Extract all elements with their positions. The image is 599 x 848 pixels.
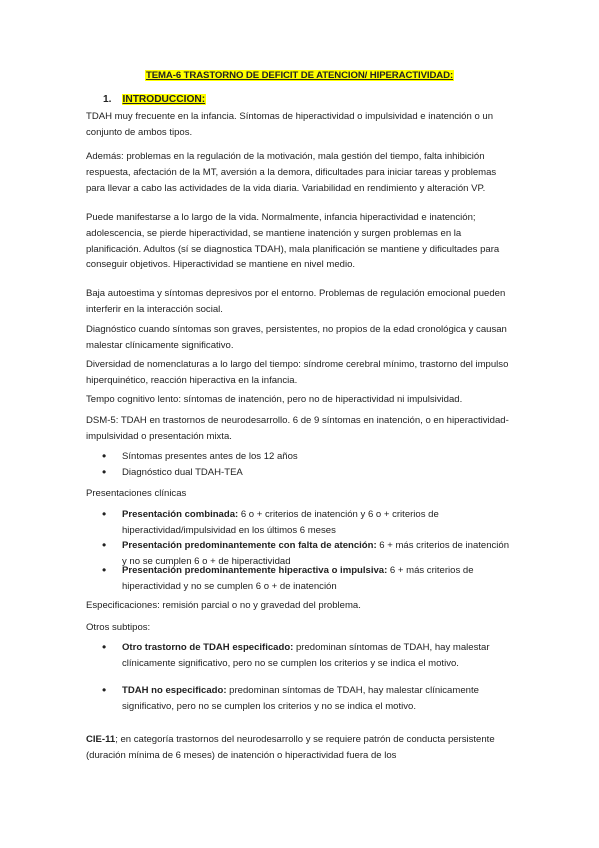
- list-item-term: Presentación combinada:: [122, 509, 239, 520]
- section-title: INTRODUCCION:: [122, 94, 206, 105]
- list-item: [102, 683, 516, 715]
- paragraph-manifestarse: Puede manifestarse a lo largo de la vida. Normalmente, infancia hiperactividad e inatención; adolescencia, se pierde hiperactividad, se mantiene inatención y surgen problemas en la planificación. Adultos (sí se diagnostica TDAH), mala planificación se mantiene y dificultades para conseguir objetivos. Hiperactividad se mantiene en nivel medio.: [86, 212, 500, 271]
- list-item-text: Síntomas presentes antes de los 12 años: [122, 451, 298, 462]
- list-item-text: 6 + más criterios de inatención y no se cumplen 6 o + de hiperactividad: [122, 540, 510, 567]
- list-item-text: predominan síntomas de TDAH, hay malestar clínicamente significativo, pero no se cumplen los criterios y no se indica el motivo.: [122, 685, 479, 712]
- bullet-icon: •: [102, 449, 107, 463]
- otros-label: Otros subtipos:: [86, 622, 151, 633]
- list-item-term: Presentación predominantemente hiperactiva o impulsiva:: [122, 565, 388, 576]
- paragraph-dsm5: DSM-5: TDAH en trastornos de neurodesarrollo. 6 de 9 síntomas en inatención, o en hiperactividad-impulsividad o presentación mixta.: [86, 415, 509, 442]
- list-item: [102, 507, 516, 539]
- section-number: 1.: [103, 94, 112, 105]
- paragraph-nomenclaturas: Diversidad de nomenclaturas a lo largo del tiempo: síndrome cerebral mínimo, trastorno del impulso hiperquinético, reacción hiperactiva en la infancia.: [86, 359, 509, 386]
- bullet-icon: •: [102, 640, 107, 654]
- cie-term: CIE-11: [86, 734, 116, 745]
- list-item-term: TDAH no especificado:: [122, 685, 227, 696]
- list-item: [102, 640, 516, 672]
- paragraph-tempo: Tempo cognitivo lento: síntomas de inatención, pero no de hiperactividad ni impulsividad.: [86, 394, 463, 405]
- cie-text: ; en categoría trastornos del neurodesarrollo y se requiere patrón de conducta persistente (duración mínima de 6 meses) de inatención o hiperactividad fuera de los: [86, 734, 495, 761]
- section-heading: [103, 94, 206, 105]
- title-text: TEMA-6 TRASTORNO DE DEFICIT DE ATENCION/ HIPERACTIVIDAD:: [145, 70, 454, 81]
- list-item-text: 6 o + criterios de inatención y 6 o + criterios de hiperactividad/impulsividad en los últimos 6 meses: [122, 509, 439, 536]
- list-item-term: Otro trastorno de TDAH especificado:: [122, 642, 294, 653]
- bullet-icon: •: [102, 507, 107, 521]
- list-item-text: predominan síntomas de TDAH, hay malestar clínicamente significativo, pero no se cumplen los criterios y se indica el motivo.: [122, 642, 490, 669]
- paragraph-ademas: Además: problemas en la regulación de la motivación, mala gestión del tiempo, falta inhibición respuesta, afectación de la MT, aversión a la demora, dificultades para iniciar tareas y problemas para llevar a cabo las actividades de la vida diaria. Variabilidad en rendimiento y alteración VP.: [86, 151, 497, 194]
- paragraph-cie11: [86, 732, 516, 764]
- list-item: [102, 449, 516, 465]
- presentaciones-label: Presentaciones clínicas: [86, 488, 187, 499]
- list-item-text: Diagnóstico dual TDAH-TEA: [122, 467, 243, 478]
- document-title: [0, 70, 599, 81]
- list-item-term: Presentación predominantemente con falta de atención:: [122, 540, 377, 551]
- paragraph-diagnostico: Diagnóstico cuando síntomas son graves, persistentes, no propios de la edad cronológica y causan malestar clínicamente significativo.: [86, 324, 507, 351]
- paragraph-intro: TDAH muy frecuente en la infancia. Síntomas de hiperactividad o impulsividad e inatención o un conjunto de ambos tipos.: [86, 111, 494, 138]
- list-item-text: 6 + más criterios de hiperactividad y no se cumplen 6 o + de inatención: [122, 565, 474, 592]
- bullet-icon: •: [102, 683, 107, 697]
- bullet-icon: •: [102, 538, 107, 552]
- bullet-icon: •: [102, 465, 107, 479]
- paragraph-especificaciones: Especificaciones: remisión parcial o no y gravedad del problema.: [86, 600, 361, 611]
- list-item: [102, 465, 516, 481]
- paragraph-autoestima: Baja autoestima y síntomas depresivos por el entorno. Problemas de regulación emocional pueden interferir en la interacción social.: [86, 288, 506, 315]
- bullet-icon: •: [102, 563, 107, 577]
- list-item: [102, 563, 516, 595]
